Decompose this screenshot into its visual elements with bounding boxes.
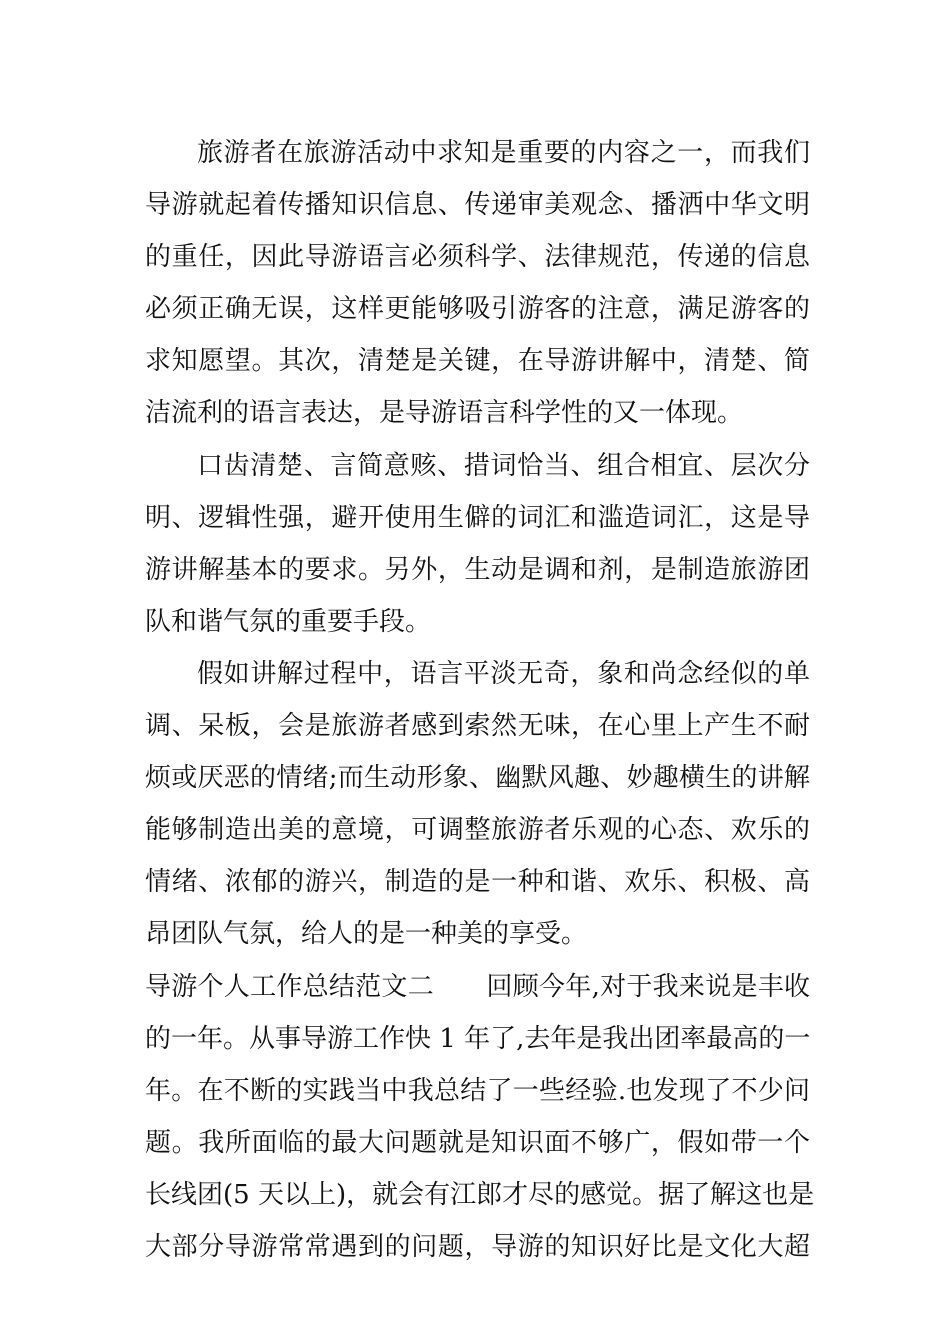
section-2-line-5: 长线团(5 天以上)，就会有江郎才尽的感觉。据了解这也是 <box>145 1179 815 1210</box>
section-2-line-3: 年。在不断的实践当中我总结了一些经验.也发现了不少问 <box>145 1075 810 1106</box>
section-2-line-6: 大部分导游常常遇到的问题，导游的知识好比是文化大超 <box>145 1231 810 1262</box>
paragraph-2-line-3: 游讲解基本的要求。另外，生动是调和剂，是制造旅游团 <box>145 554 810 585</box>
paragraph-3-line-6: 昂团队气氛，给人的是一种美的享受。 <box>145 919 588 950</box>
section-2-line-1: 导游个人工作总结范文二 回顾今年,对于我来说是丰收 <box>145 971 810 1002</box>
document-body <box>145 127 815 1273</box>
paragraph-1-line-4: 必须正确无误，这样更能够吸引游客的注意，满足游客的 <box>145 294 810 325</box>
paragraph-1-line-2: 导游就起着传播知识信息、传递审美观念、播洒中华文明 <box>145 190 810 221</box>
paragraph-1-line-6: 洁流利的语言表达，是导游语言科学性的又一体现。 <box>145 398 744 429</box>
paragraph-1-line-1: 旅游者在旅游活动中求知是重要的内容之一，而我们 <box>197 138 810 168</box>
paragraph-3-line-1: 假如讲解过程中，语言平淡无奇，象和尚念经似的单 <box>197 658 810 689</box>
paragraph-3-line-2: 调、呆板，会是旅游者感到索然无味，在心里上产生不耐 <box>145 711 810 742</box>
paragraph-3-line-5: 情绪、浓郁的游兴，制造的是一种和谐、欢乐、积极、高 <box>145 867 810 898</box>
paragraph-2-line-2: 明、逻辑性强，避开使用生僻的词汇和滥造词汇，这是导 <box>145 502 810 533</box>
section-2-line-4: 题。我所面临的最大问题就是知识面不够广，假如带一个 <box>145 1127 810 1158</box>
paragraph-3-line-4: 能够制造出美的意境，可调整旅游者乐观的心态、欢乐的 <box>145 815 810 846</box>
paragraph-2-line-1: 口齿清楚、言简意赅、措词恰当、组合相宜、层次分 <box>197 450 810 481</box>
paragraph-1-line-3: 的重任，因此导游语言必须科学、法律规范，传递的信息 <box>145 242 810 273</box>
paragraph-2-line-4: 队和谐气氛的重要手段。 <box>145 606 432 637</box>
paragraph-3-line-3: 烦或厌恶的情绪;而生动形象、幽默风趣、妙趣横生的讲解 <box>145 763 810 794</box>
section-2-line-2: 的一年。从事导游工作快 1 年了,去年是我出团率最高的一 <box>145 1023 811 1054</box>
paragraph-1-line-5: 求知愿望。其次，清楚是关键，在导游讲解中，清楚、简 <box>145 346 810 377</box>
